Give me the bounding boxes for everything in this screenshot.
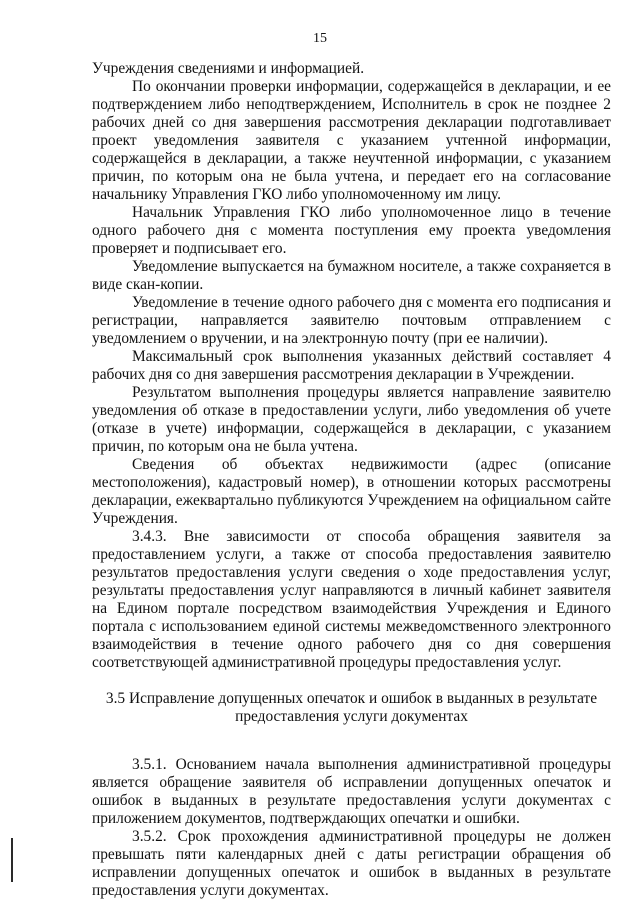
- section-heading-line-1: 3.5 Исправление допущенных опечаток и ошибок в выданных в результате: [105, 690, 598, 707]
- paragraph: Начальник Управления ГКО либо уполномоченное лицо в течение одного рабочего дня с момента поступления ему проекта уведомления проверяет и подписывает его.: [92, 204, 611, 257]
- section-heading: [92, 690, 611, 726]
- document-body: [92, 60, 611, 900]
- paragraph: Сведения об объектах недвижимости (адрес (описание местоположения), кадастровый номер), в отношении которых рассмотрены декларации, ежеквартально публикуются Учреждением на официальном сайте Учреждения.: [92, 456, 611, 527]
- paragraph-clause-3-4-3: 3.4.3. Вне зависимости от способа обращения заявителя за предоставлением услуги, а также от способа предоставления заявителю результатов предоставления услуги сведения о ходе предоставления услуг, результаты предоставления услуг направляются в личный кабинет заявителя на Едином портале посредством взаимодействия Учреждения и Единого портала с использованием единой системы межведомственного электронного взаимодействия в течение одного рабочего дня со дня совершения соответствующей административной процедуры предоставления услуг.: [92, 528, 611, 671]
- paragraph: Уведомление выпускается на бумажном носителе, а также сохраняется в виде скан-копии.: [92, 258, 611, 293]
- paragraph-clause-3-5-2: 3.5.2. Срок прохождения административной процедуры не должен превышать пяти календарных дней с даты регистрации обращения об исправлении допущенных опечаток и ошибок в выданных в результате предоставления услуги документах.: [92, 828, 611, 899]
- paragraph: Максимальный срок выполнения указанных действий составляет 4 рабочих дня со дня завершения рассмотрения декларации в Учреждении.: [92, 348, 611, 383]
- section-heading-line-2: предоставления услуги документах: [235, 708, 468, 725]
- paragraph-clause-3-5-1: 3.5.1. Основанием начала выполнения административной процедуры является обращение заявителя об исправлении допущенных опечаток и ошибок в выданных в результате предоставления услуги документах с приложением документов, подтверждающих опечатки и ошибки.: [92, 756, 611, 827]
- paragraph: Уведомление в течение одного рабочего дня с момента его подписания и регистрации, направляется заявителю почтовым отправлением с уведомлением о вручении, и на электронную почту (при ее наличии).: [92, 294, 611, 347]
- paragraph: По окончании проверки информации, содержащейся в декларации, и ее подтверждением либо неподтверждением, Исполнитель в срок не позднее 2 рабочих дней со дня завершения рассмотрения декларации подготавливает проект уведомления заявителя с указанием учтенной информации, содержащейся в декларации, а также неучтенной информации, с указанием причин, по которым она не была учтена, и передает его на согласование начальнику Управления ГКО либо уполномоченному им лицу.: [92, 78, 611, 203]
- paragraph: Результатом выполнения процедуры является направление заявителю уведомления об отказе в предоставлении услуги, либо уведомления об учете (отказе в учете) информации, содержащейся в декларации, с указанием причин, по которым она не была учтена.: [92, 384, 611, 455]
- paragraph-continuation: Учреждения сведениями и информацией.: [92, 60, 365, 77]
- page-number: 15: [313, 31, 327, 46]
- scan-edge-mark: [11, 838, 13, 882]
